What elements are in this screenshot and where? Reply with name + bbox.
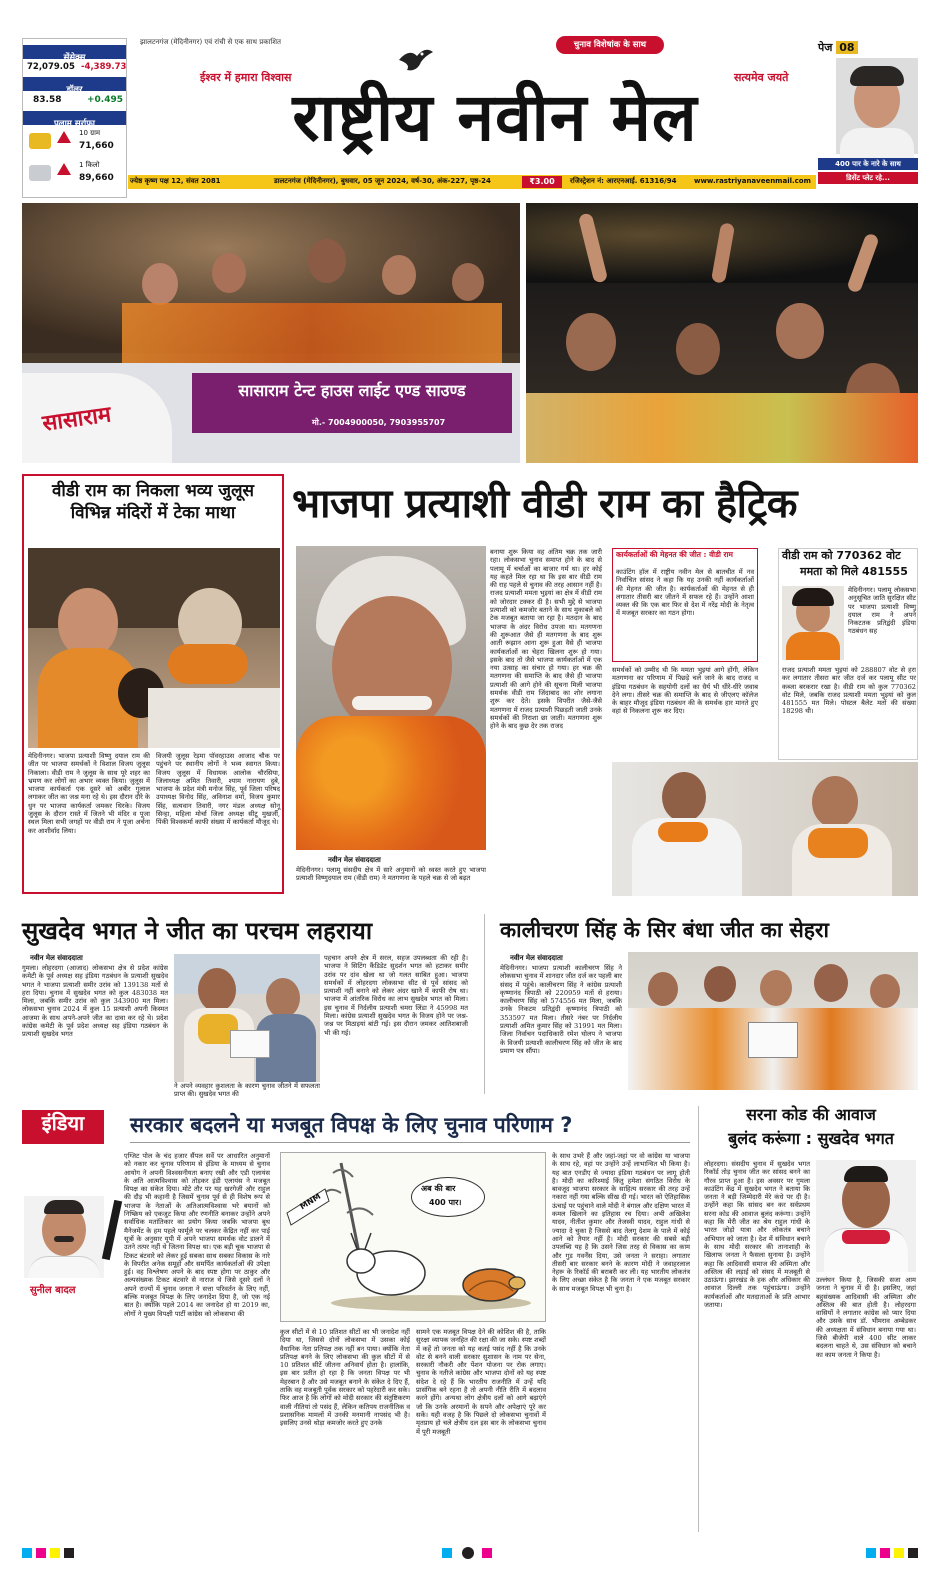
section-divider [484,914,485,1094]
dollar-header [23,77,126,95]
lead-headline: भाजपा प्रत्याशी वीडी राम का हैट्रिक [292,481,797,527]
story1-col1: मेदिनीनगर। भाजपा प्रत्याशी विष्णु दयाल राम की जीत पर भाजपा समर्थकों ने विशाल विजय जुलूस निकाला। वीडी राम ने जुलूस के साथ पूरे शहर का भ्रमण कर लोगों का अभार व्यक्त किया। जुलूस में भाजपा कार्यकर्ता एक दूसरे को अबीर गुलाल लगाकर जीत का जश्न मना रहे थे। इस दौरान दौरे के धुन पर भाजपा कार्यकर्ता जमकर थिरके। विजय जुलूस के दौरान रास्ते में जितने भी मंदिर व पूजा स्थल मिला सभी जगहों पर वीडी राम ने पूजा अर्चना कर आशीर्वाद लिया। [28,752,150,835]
election-badge: चुनाव विशेषांक के साथ [556,36,664,54]
market-panel [22,38,127,198]
votes-title-2: ममता को मिले 481555 [800,565,908,578]
silver-up-icon [57,163,71,175]
india-col3: सामने एक मजबूत विपक्ष देने की कोशिश की है, ताकि सुरक्षा व्यापक जनहित की रक्षा की जा सके। स्पष्ट शब्दों में कहें तो जनता को यह कतई पसंद नहीं है कि उनके वोट से बनने वाली सरकार सुशासन के नाम पर सेना, सरकारी नौकरी और पेंशन योजना पर रोक लगाए। चुनाव के नतीजे कांग्रेस और भाजपा दोनों को यह स्पष्ट संदेश दे रहे हैं कि भारतीय राजनीति में उन्हें यदि प्रासंगिक बने रहना है तो अपनी नीति रीति में बदलाव करने होंगे। अन्यथा लोग क्षेत्रीय दलों को आगे बढ़ाएंगे जो कि उनके अरमानों के सपने और अपेक्षाएं पूरे कर सकें। यही वजह है कि पिछले दो लोकसभा चुनावों में मृतप्राय हो चले क्षेत्रीय दल इस बार के लोकसभा चुनाव में पूरी मजबूती [416,1328,546,1436]
sarna-headline-1: सरना कोड की आवाज [746,1105,876,1124]
sarna-divider [698,1106,699,1532]
sensex-label: सेंसेक्स [63,53,86,63]
sensex-header [23,45,126,63]
workers-continuation: समर्थकों को उम्मीद थी कि ममता भुइयां आगे होंगी, लेकिन मतगणना का परिणाम में पिछड़े चले जाने के बाद राजद व इंडिया गठबंधन के सहयोगी दलों का धैर्य भी धीरे-धीरे जवाब देने लगा। तीसरे चक्र की समाप्ति के बाद से जीएलए कॉलेज के बाहर मौजूद इंडिया गठबंधन की के समर्थक हार मानते हुए वहां से निकलना शुरू कर दिए। [612,666,758,716]
kalicharan-col1: मेदिनीनगर। भाजपा प्रत्याशी कालीचरण सिंह ने लोकसभा चुनाव में शानदार जीत दर्ज कर पहली बार संसद में पहुंचे। कालीचरण सिंह ने कांग्रेस प्रत्याशी कृष्णानंद त्रिपाठी को 220959 मतों से हराया। कालीचरण सिंह को 574556 मत मिला, जबकि उनके निकटम प्रतिद्वंदी कृष्णानंद त्रिपाठी को 353597 मत मिला। तीसरे नंबर पर निर्दलीय प्रत्याशी अमित कुमार सिंह को 31991 मत मिला। जिला निर्वाचन पदाधिकारी रमेश घोलप ने भाजपा के विजयी प्रत्याशी कालीचरण सिंह को जीत के बाद प्रमाण पत्र सौंपा। [500,964,622,1055]
kalicharan-byline: नवीन मेल संवाददाता [510,954,563,962]
cartoon-sign: MNM [298,1191,323,1212]
page-label-text: पेज [818,41,833,54]
vehicle-sign-left: सासाराम [40,402,113,437]
story1-col2: विजयी जुलूस रेड़मा पॉवरहाउस आजाद चौक पर पहुंचने पर स्थानीय लोगों ने भव्य स्वागत किया। विजय जुलूस में विधायक आलोक चौरसिया, जिलाध्यक्ष अमित तिवारी, श्याम नारायण दुबे, भाजपा के प्रदेश मंत्री मनोज सिंह, पूर्व जिला परिषद उपाध्यक्ष विनोद सिंह, अविनाश वर्मा, विजय कुमार सिंह, सत्यवान तिवारी, नगर मंडल अध्यक्ष सोनू सिन्हा, महिला मोर्चा जिला अध्यक्ष सीटू मुखर्जी, पिंकी विश्वकर्मा काफी संख्या में कार्यकर्ता मौजूद थे। [156,752,280,827]
silver-unit: 1 किलो [79,161,100,169]
cartoon-drawing [281,1153,545,1321]
promo-line-1: 400 पार के नारे के साथ [818,158,918,170]
celebration-photo [526,203,918,463]
sensex-value: 72,079.05 [27,62,75,72]
bird-logo-icon [395,42,435,76]
top-note: झालटनगंज (मेदिनीनगर) एवं रांची से एक साथ प्रकाशित [140,38,281,46]
story1-headline-1: वीडी राम का निकला भव्य जुलूस [51,481,254,501]
dollar-label: डॉलर [66,85,83,95]
cartoon-bubble-2: 400 पार। [429,1198,462,1207]
dateline-edition: डालटनगंज (मेदिनीनगर), बुधवार, 05 जून 2024, वर्ष-30, अंक-227, पृष्ठ-24 [274,177,491,185]
sukhdev-headline: सुखदेव भगत ने जीत का परचम लहराया [22,917,373,945]
cartoon [280,1152,546,1322]
leaders-photo [612,762,918,896]
sensex-change: -4,389.73 [81,62,127,72]
lead-col1: मेदिनीनगर। पलामू संसदीय क्षेत्र में सारे अनुमानों को ध्वस्त करते हुए भाजपा प्रत्याशी विष्णुदयाल राम (वीडी राम) ने मतगणना के पहले चक्र से जो बढ़त [296,866,486,883]
lead-col2: बनाया शुरू किया वह अंतिम चक्र तक जारी रहा। लोकसभा चुनाव समाप्त होने के बाद से पलामू में चर्चाओं का बाजार गर्म था। हर कोई यह कहते मिल रहा था कि इस बार वीडी राम की राह पहले से चुनाव की तरह आसान नहीं है। राजद प्रत्याशी ममता भुइयां का क्षेत्र में वीडी राम को जोरदार टक्कर दी है। सभी मुद्दे से भाजपा प्रत्याशी को कमजोर बताने के साथ मुकाबले को टेक मजबूत बताया जा रहा है। मतदान के बाद भाजपा के अंदर विरोध उपजा था। मतगणना की शुरूआत जैसे ही मतगणना के बाद शुरू आती रूझान आना शुरू हुआ वैसे ही भाजपा कार्यकर्ताओं का चेहरा खिलना शुरू हो गया। इसके बाद तो जैसे भाजपा कार्यकर्ताओं में एक नया उत्साह का संचार हो गया। हर चक्र की मतगणना की समाप्ति के बाद जैसे ही भाजपा प्रत्याशी की आगे होने की सूचना मिली भाजपा समर्थक वीडी राम जिंदाबाद का शोर लगाना शुरू कर देते। इसके विपरीत जैसे-जैसे मतगणना में राजद प्रत्याशी पिछड़ती जाती उनके समर्थकों की निराशा छा जाती। मतगणना शुरू होने के बाद कुछ देर तक राजद [490,548,602,731]
website: www.rastriyanaveenmail.com [694,177,811,185]
india-headline-rule [130,1142,690,1143]
registration: रजिस्ट्रेशन नं: आरएनआई. 61316/94 [570,177,677,185]
motto-left: ईश्वर में हमारा विश्वास [200,71,292,84]
page-label [818,40,858,55]
price-badge: ₹3.00 [522,176,562,188]
gold-unit: 10 ग्राम [79,129,101,137]
victory-procession-photo [22,203,520,463]
vd-ram-portrait [296,546,486,850]
masthead-title: राष्ट्रीय नवीन मेल [292,79,698,156]
sukhdev-certificate-photo [174,954,320,1082]
india-label: इंडिया [41,1111,85,1135]
promo-line-2: डिसेंट प्लेट रहे... [818,172,918,184]
votes-title-1: वीडी राम को 770362 वोट [782,549,901,562]
pen-icon [102,1200,122,1260]
sarna-text: लोहरदगा। संसदीय चुनाव में सुखदेव भगत रिकॉर्ड तोड़ चुनाव जीत कर सांसद बनने का गौरव प्राप्त हुआ है। इस अवसर पर गुमला काउंटिंग केंद्र में सुखदेव भगत ने बताया कि जनता ने बड़ी जिम्मेदारी मेरे कंधे पर दी है। उन्होंने कहा कि सांसद बन कर सर्वप्रथम सरना कोड की आवाज बुलंद करूंगा। उन्होंने कहा कि मेरी जीत का श्रेय राहुल गांधी के भारत जोड़ो यात्रा और लोकतंत्र बचाने अभियान को जाता है। देश में संविधान बचाने के साथ मोदी सरकार की तानाशाही के खिलाफ जनता ने फैसला सुनाया है। उन्होंने कहा कि आदिवासी समाज की अस्मिता और अस्तित्व की लड़ाई को संसद में मजबूती से उठाऊंगा। झारखंड के हक और अधिकार की आवाज दिल्ली तक पहुंचाऊंगा। उन्होंने कार्यकर्ताओं और मतदाताओं के प्रति आभार जताया। [704,1160,810,1310]
page-count: 08 [836,41,857,54]
sarna-text-2: उल्लंघन किया है, जिसकी सजा आम जनता ने चुनाव में दी है। इसलिए, जहां बहुसंख्यक आदिवासी की अस्मिता और अस्तित्व की बात होती है। लोहरदगा वासियों ने लगातार कांग्रेस को प्यार दिया और उसके साथ डॉ. भीमराव अम्बेडकर की अध्यक्षता में संविधान बनाया गया था। जिसे बीजेपी वाले 400 सीट लाकर बदलना चाहते थे, उस संविधान को बचाने का काम जनता ने किया है। [816,1276,916,1359]
bullion-label: पलामू सर्राफा [53,119,95,129]
motto-right: सत्यमेव जयते [734,71,789,84]
sukhdev-col1: गुमला। लोहरदगा (आजाद) लोकसभा क्षेत्र से प्रदेश कांग्रेस कमेटी के पूर्व अध्यक्ष सह इंडिया गठबंधन के प्रत्याशी सुखदेव भगत ने भाजपा प्रत्याशी समीर उरांव को 139138 मतों से हरा दिया। चुनाव में सुखदेव भगत को कुल 483038 मत मिला, जबकि समीर उरांव को कुल 343900 मत मिला। लोकसभा चुनाव 2024 में कुल 15 प्रत्याशी अपनी किस्मत आजमा के साथ अपने-अपने जीत का दावा कर रहे थे। प्रदेश कांग्रेस कमेटी के पूर्व प्रदेश अध्यक्ष सह इंडिया गठबंधन के प्रत्याशी सुखदेव भगत [22,964,168,1039]
author-name: सुनील बादल [30,1285,76,1296]
sukhdev-byline: नवीन मेल संवाददाता [30,954,83,962]
india-headline: सरकार बदलने या मजबूत विपक्ष के लिए चुनाव परिणाम ? [130,1113,573,1137]
temple-prayer-photo [28,548,280,748]
workers-box-title: कार्यकर्ताओं की मेहनत की जीत : वीडी राम [616,550,756,559]
votes-text-top: मेदिनीनगर। पलामू लोकसभा अनुसूचित जाति सुरक्षित सीट पर भाजपा प्रत्याशी विष्णु दयाल राम ने अपने निकटतक प्रतिद्वंदी इंडिया गठबंधन सह [848,586,916,636]
sukhdev-col3: पहचान अपने क्षेत्र में सरल, सहज उपलब्धता की रही है। भाजपा ने सिटिंग कैंडिडेट सुदर्शन भगत को हटाकर समीर उरांव पर दांव खेला था जो गलत साबित हुआ। भाजपा समर्थकों में लोहरदगा लोकसभा सीट से पूर्व सांसद को प्रत्याशी नहीं बनाने को लेकर अंदर खाने में काफी रोष था। भाजपा में आंतरिक विरोध का लाभ सुखदेव भगत को मिला। इस चुनाव में निर्दलीय प्रत्याशी चमरा लिंडा ने 45998 मत मिला। कांग्रेस प्रत्याशी सुखदेव भगत के विजय होने पर जश्न-जश्न पर मिठाइयां बांटी गई। इस दौरान जमकर आतिशबाजी भी की गई। [324,954,468,1037]
silver-icon [29,165,51,181]
workers-box-text: काउंटिंग हॉल में राष्ट्रीय नवीन मेल से बातचीत में नव निर्वाचित सांसद ने कहा कि यह उनकी नहीं कार्यकर्ताओं की मेहनत की जीत है। कार्यकर्ताओं की मेहनत से ही लगातार तीसरी बार जीतने में सफल रहे हैं। उन्होंने आशा व्यक्त की कि एक बार फिर से देश में नरेंद्र मोदी के नेतृत्व में मजबूत सरकार का गठन होगा। [616,568,754,618]
mp-portrait [836,58,918,154]
registration-marks [22,1546,918,1560]
author-portrait [24,1196,104,1278]
kalicharan-certificate-photo [628,952,918,1090]
mamta-portrait [782,586,844,660]
india-col1: एग्जिट पोल के चंद हजार सैंपल सर्वे पर आधारित अनुमानों को नकार कर चुनाव परिणाम से इंडिया के माध्यम से चुनाव आयोग ने अपनी विश्वसनीयता बनाए रखी और एडी एलायंस के अति आत्मविश्वास को तोड़कर इंडी एलायंस ने मजबूत विपक्ष का संकेत दिया। मोटे तौर पर यह खरगेजी और राहुल की दौड़ भी कहानी है जिसमें चुनाव पूर्व से ही विशेष रूप से भाजपा के नेताओं के अतिआत्मविश्वास भरे बयानों को निष्क्रिय को एकजुट किया और रणनीति बनाकर उन्होंने अपने सर्वाधिक मतांतिकार का प्रयोग किया जबकि भाजपा बूथ मैनेजमेंट के हम पहले फार्मूले पर चलकर केंद्रित नहीं कर पाई सूत्रों के अनुसार यूपी में अपने भाजपा समर्थक वोट डालने में उतने तत्पर नहीं थे जितना विपक्ष था। एक बड़ी चूक भाजपा से टिकट बंटवारे को लेकर हुई सबका साथ सबका विकास के नारे के विपरीत अनेक समूहों और समर्पित कार्यकर्ताओं की उपेक्षा हुई। वह विश्लेषण अपने के बाद स्पष्ट होगा पर ठाकुर और अल्पसंख्यक टिकट बंटवारे से नाराज थे जिसे दूसरे दलों ने अपने राज्यों में चुनाव जनता ने सत्ता परिवर्तन के लिए नहीं, बल्कि मजबूत विपक्ष के लिए जनादेश दिया है, जो एक नई बात है। क्योंकि पहले 2014 का जनादेश हो या 2019 का, लोगों ने मुख्य विपक्षी पार्टी कांग्रेस को लोकसभा की [124,1152,270,1318]
cartoon-bubble-1: अब की बार [421,1184,456,1193]
bullion-header [23,111,126,129]
vehicle-banner-phone: मो.- 7004900050, 7903955707 [312,418,446,427]
sarna-headline-2: बुलंद करूंगा : सुखदेव भगत [728,1129,894,1148]
sukhdev-col2: ने अपने व्यवहार कुशलता के कारण चुनाव जीतने में सफलता प्राप्त की। सुखदेव भगत की [174,1082,320,1099]
kalicharan-headline: कालीचरण सिंह के सिर बंधा जीत का सेहरा [500,918,829,942]
india-col4: के साथ उभरे हैं और जहां-जहां पर वो कांग्रेस या भाजपा के साथ रहे, वहां पर उन्होंने उन्हें लाभान्वित भी किया है। यह बात एनडीए से ज्यादा इंडिया गठबंधन पर लागू होती है। मोदी का करिश्माई किंतु हमेशा संगठित विरोध के बावजूद भाजपा सरकार के साहित्य सरकार की तरह उन्हें नकारा नहीं गया बल्कि सीख दी गई। भारत को ऐतिहासिक ऊंचाई पर पहुंचाने वाले मोदी ने बंगाल और दक्षिण भारत में कमल खिलाने का इतिहास रच दिया। अभी अखिलेश यादव, नीतीश कुमार और तेजस्वी यादव, राहुल गांधी से ज्यादा दे चुका है जिससे बाद तेलगू देशम के पाले में कोई आने को तैयार नहीं है। मोदी सरकार की सबसे बड़ी उपलब्धि यह है कि उसने जिस तरह से विकास का काम और गुड गवर्नेंस दिया, उसे जनता ने सराहा। लगातार तीसरी बार सरकार बनने के कारण मोदी ने जवाहरलाल नेहरू के रिकॉर्ड की बराबरी कर ली। यह भारतीय लोकतंत्र के लिए अच्छा संकेत है कि जनता ने एक मजबूत सरकार के साथ मजबूत विपक्ष भी चुना है। [552,1152,690,1293]
dateline-date: ज्येष्ठ कृष्ण पक्ष 12, संवत 2081 [130,177,221,185]
india-col2: कुल सीटों में से 10 प्रतिशत सीटों का भी जनादेश नहीं दिया था, जिससे दोनों लोकसभा में उसका कोई वैधानिक नेता प्रतिपक्ष तक नहीं बन पाया। क्योंकि नेता प्रतिपक्ष बनने के लिए लोकसभा की कुल सीटों में से 10 प्रतिशत सीटें जीतना अनिवार्य होता है। हालांकि, इस बार प्रतीत हो रहा है कि जनता विपक्ष पर भी मेहरबान है और उसे मजबूत बनाने के संकेत दे दिए हैं, ताकि वह मजबूती पूर्वक सरकार को पहरेदारी कर सके। फिर आज है कि लोगों को मोदी सरकार की संतुष्टिकरण वाली नीतियां तो पसंद हैं, लेकिन कतिपय राजनीतिक व प्रशासनिक मामलों में उनकी मनमानी नापसंद भी है। इसलिए उनसे थोड़ा कमजोर करते हुए उनके [280,1328,410,1428]
sukhdev-portrait [816,1160,916,1272]
gold-icon [29,133,51,149]
dollar-change: +0.495 [87,95,124,105]
gold-value: 71,660 [79,141,114,151]
story1-headline-2: विभिन्न मंदिरों में टेका माथा [70,503,236,523]
vehicle-banner: सासाराम टेन्ट हाउस लाईट एण्ड साउण्ड [238,381,466,400]
gold-up-icon [57,131,71,143]
votes-text-bottom: राजद प्रत्याशी ममता भुइयां को 288807 वोट से हरा कर लगातार तीसरा बार जीत दर्ज कर पलामू सीट पर कब्जा बरकरार रखा है। वीडी राम को कुल 770362 वोट मिले, जबकि राजद प्रत्याशी ममता भुइयां को कुल 481555 मत मिले। पोस्टल बैलेट मतों की संख्या 18298 थी। [782,666,916,716]
dollar-value: 83.58 [33,95,62,105]
lead-byline: नवीन मेल संवाददाता [328,856,381,864]
silver-value: 89,660 [79,173,114,183]
